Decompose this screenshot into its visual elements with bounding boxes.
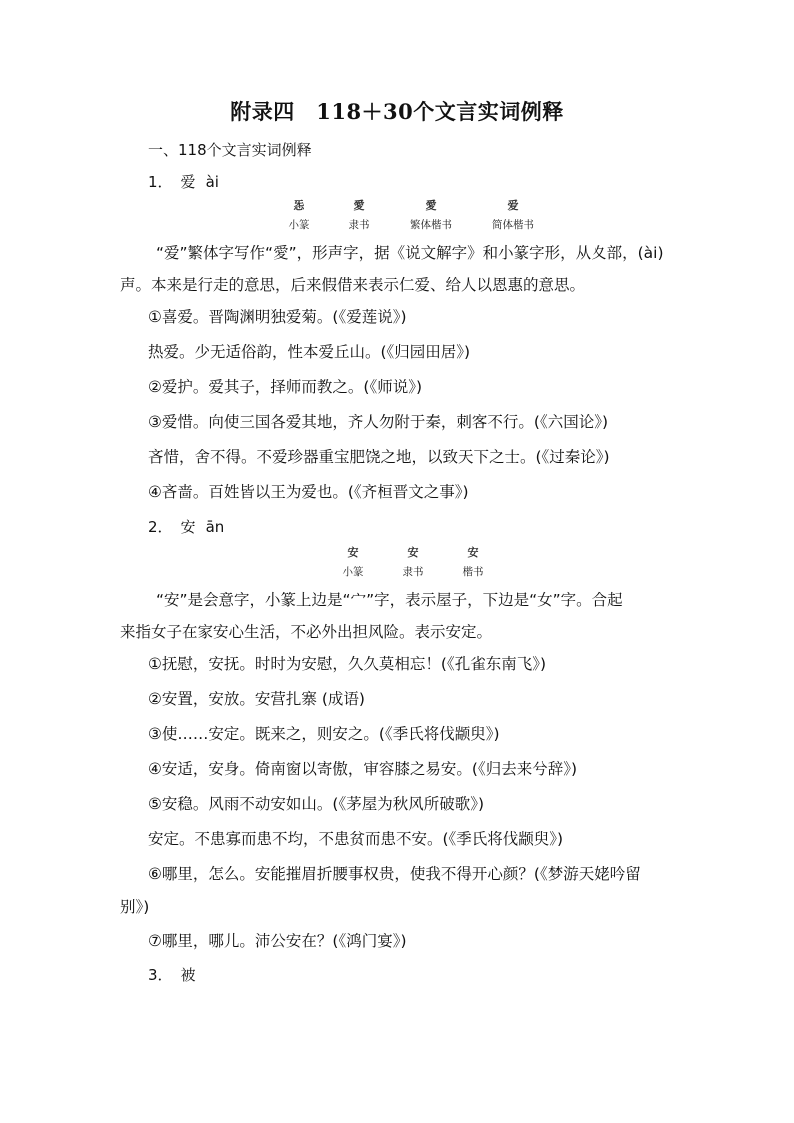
entry-heading [148,964,196,985]
glyph-char: 愛 [425,199,437,212]
explanation-line: 声。本来是行走的意思，后来假借来表示仁爱、给人以恩惠的意思。 [120,276,586,294]
glyph-char: 安 [467,546,479,559]
entry-heading [148,171,219,192]
entry-char: 被 [180,966,196,984]
sense-line: ③使……安定。既来之，则安之。(《季氏将伐颛臾》) [148,725,500,743]
page-title: 附录四 118＋30个文言实词例释 [230,99,564,124]
glyph-caption: 楷书 [462,566,484,578]
sense-line: 别》) [120,898,150,916]
glyph-caption: 繁体楷书 [410,219,452,231]
glyph-char: 安 [347,546,359,559]
glyph-caption: 隶书 [348,219,370,231]
sense-line: ②安置，安放。安营扎寨 (成语) [148,690,365,708]
sense-line: ⑦哪里，哪儿。沛公安在？(《鸿门宴》) [148,932,407,950]
glyph-item [478,199,548,233]
sense-line: ④安适，安身。倚南窗以寄傲，审容膝之易安。(《归去来兮辞》) [148,760,577,778]
glyph-caption: 小篆 [288,219,310,231]
explanation-line: 来指女子在家安心生活，不必外出担风险。表示安定。 [120,623,493,641]
sense-line: 热爱。少无适俗韵，性本爱丘山。(《归园田居》) [148,343,471,361]
sense-line: ③爱惜。向使三国各爱其地，齐人勿附于秦，刺客不行。(《六国论》) [148,413,608,431]
entry-char: 爱 [180,173,196,191]
glyph-caption: 小篆 [342,566,364,578]
glyph-char: 愛 [353,199,365,212]
entry-number: 1． [148,173,173,191]
glyph-char: 㤅 [293,199,305,212]
section-heading: 一、118个文言实词例释 [148,141,312,159]
sense-line: ⑤安稳。风雨不动安如山。(《茅屋为秋风所破歌》) [148,795,484,813]
entry-number: 3． [148,966,173,984]
glyph-char: 安 [407,546,419,559]
entry-pinyin: ài [205,173,219,191]
glyph-caption: 简体楷书 [492,219,534,231]
entry-char: 安 [180,518,196,536]
sense-line: ⑥哪里，怎么。安能摧眉折腰事权贵，使我不得开心颜？(《梦游天姥吟留 [148,865,641,883]
sense-line: 安定。不患寡而患不均，不患贫而患不安。(《季氏将伐颛臾》) [148,830,564,848]
glyph-item [324,199,394,233]
sense-line: ①喜爱。晋陶渊明独爱菊。(《爱莲说》) [148,308,407,326]
sense-line: 吝惜，舍不得。不爱珍器重宝肥饶之地，以致天下之士。(《过秦论》) [148,448,610,466]
sense-line: ④吝啬。百姓皆以王为爱也。(《齐桓晋文之事》) [148,483,469,501]
entry-pinyin: ān [205,518,225,536]
glyph-item [396,199,466,233]
glyph-char: 爱 [507,199,519,212]
explanation-line: “安”是会意字，小篆上边是“宀”字，表示屋子，下边是“女”字。合起 [156,591,623,609]
sense-line: ②爱护。爱其子，择师而教之。(《师说》) [148,378,422,396]
glyph-item [438,546,508,580]
glyph-caption: 隶书 [402,566,424,578]
sense-line: ①抚慰，安抚。时时为安慰，久久莫相忘！(《孔雀东南飞》) [148,655,546,673]
entry-number: 2． [148,518,173,536]
explanation-line: “爱”繁体字写作“愛”，形声字，据《说文解字》和小篆字形，从夊部，(ài) [156,244,664,262]
entry-heading [148,516,224,537]
